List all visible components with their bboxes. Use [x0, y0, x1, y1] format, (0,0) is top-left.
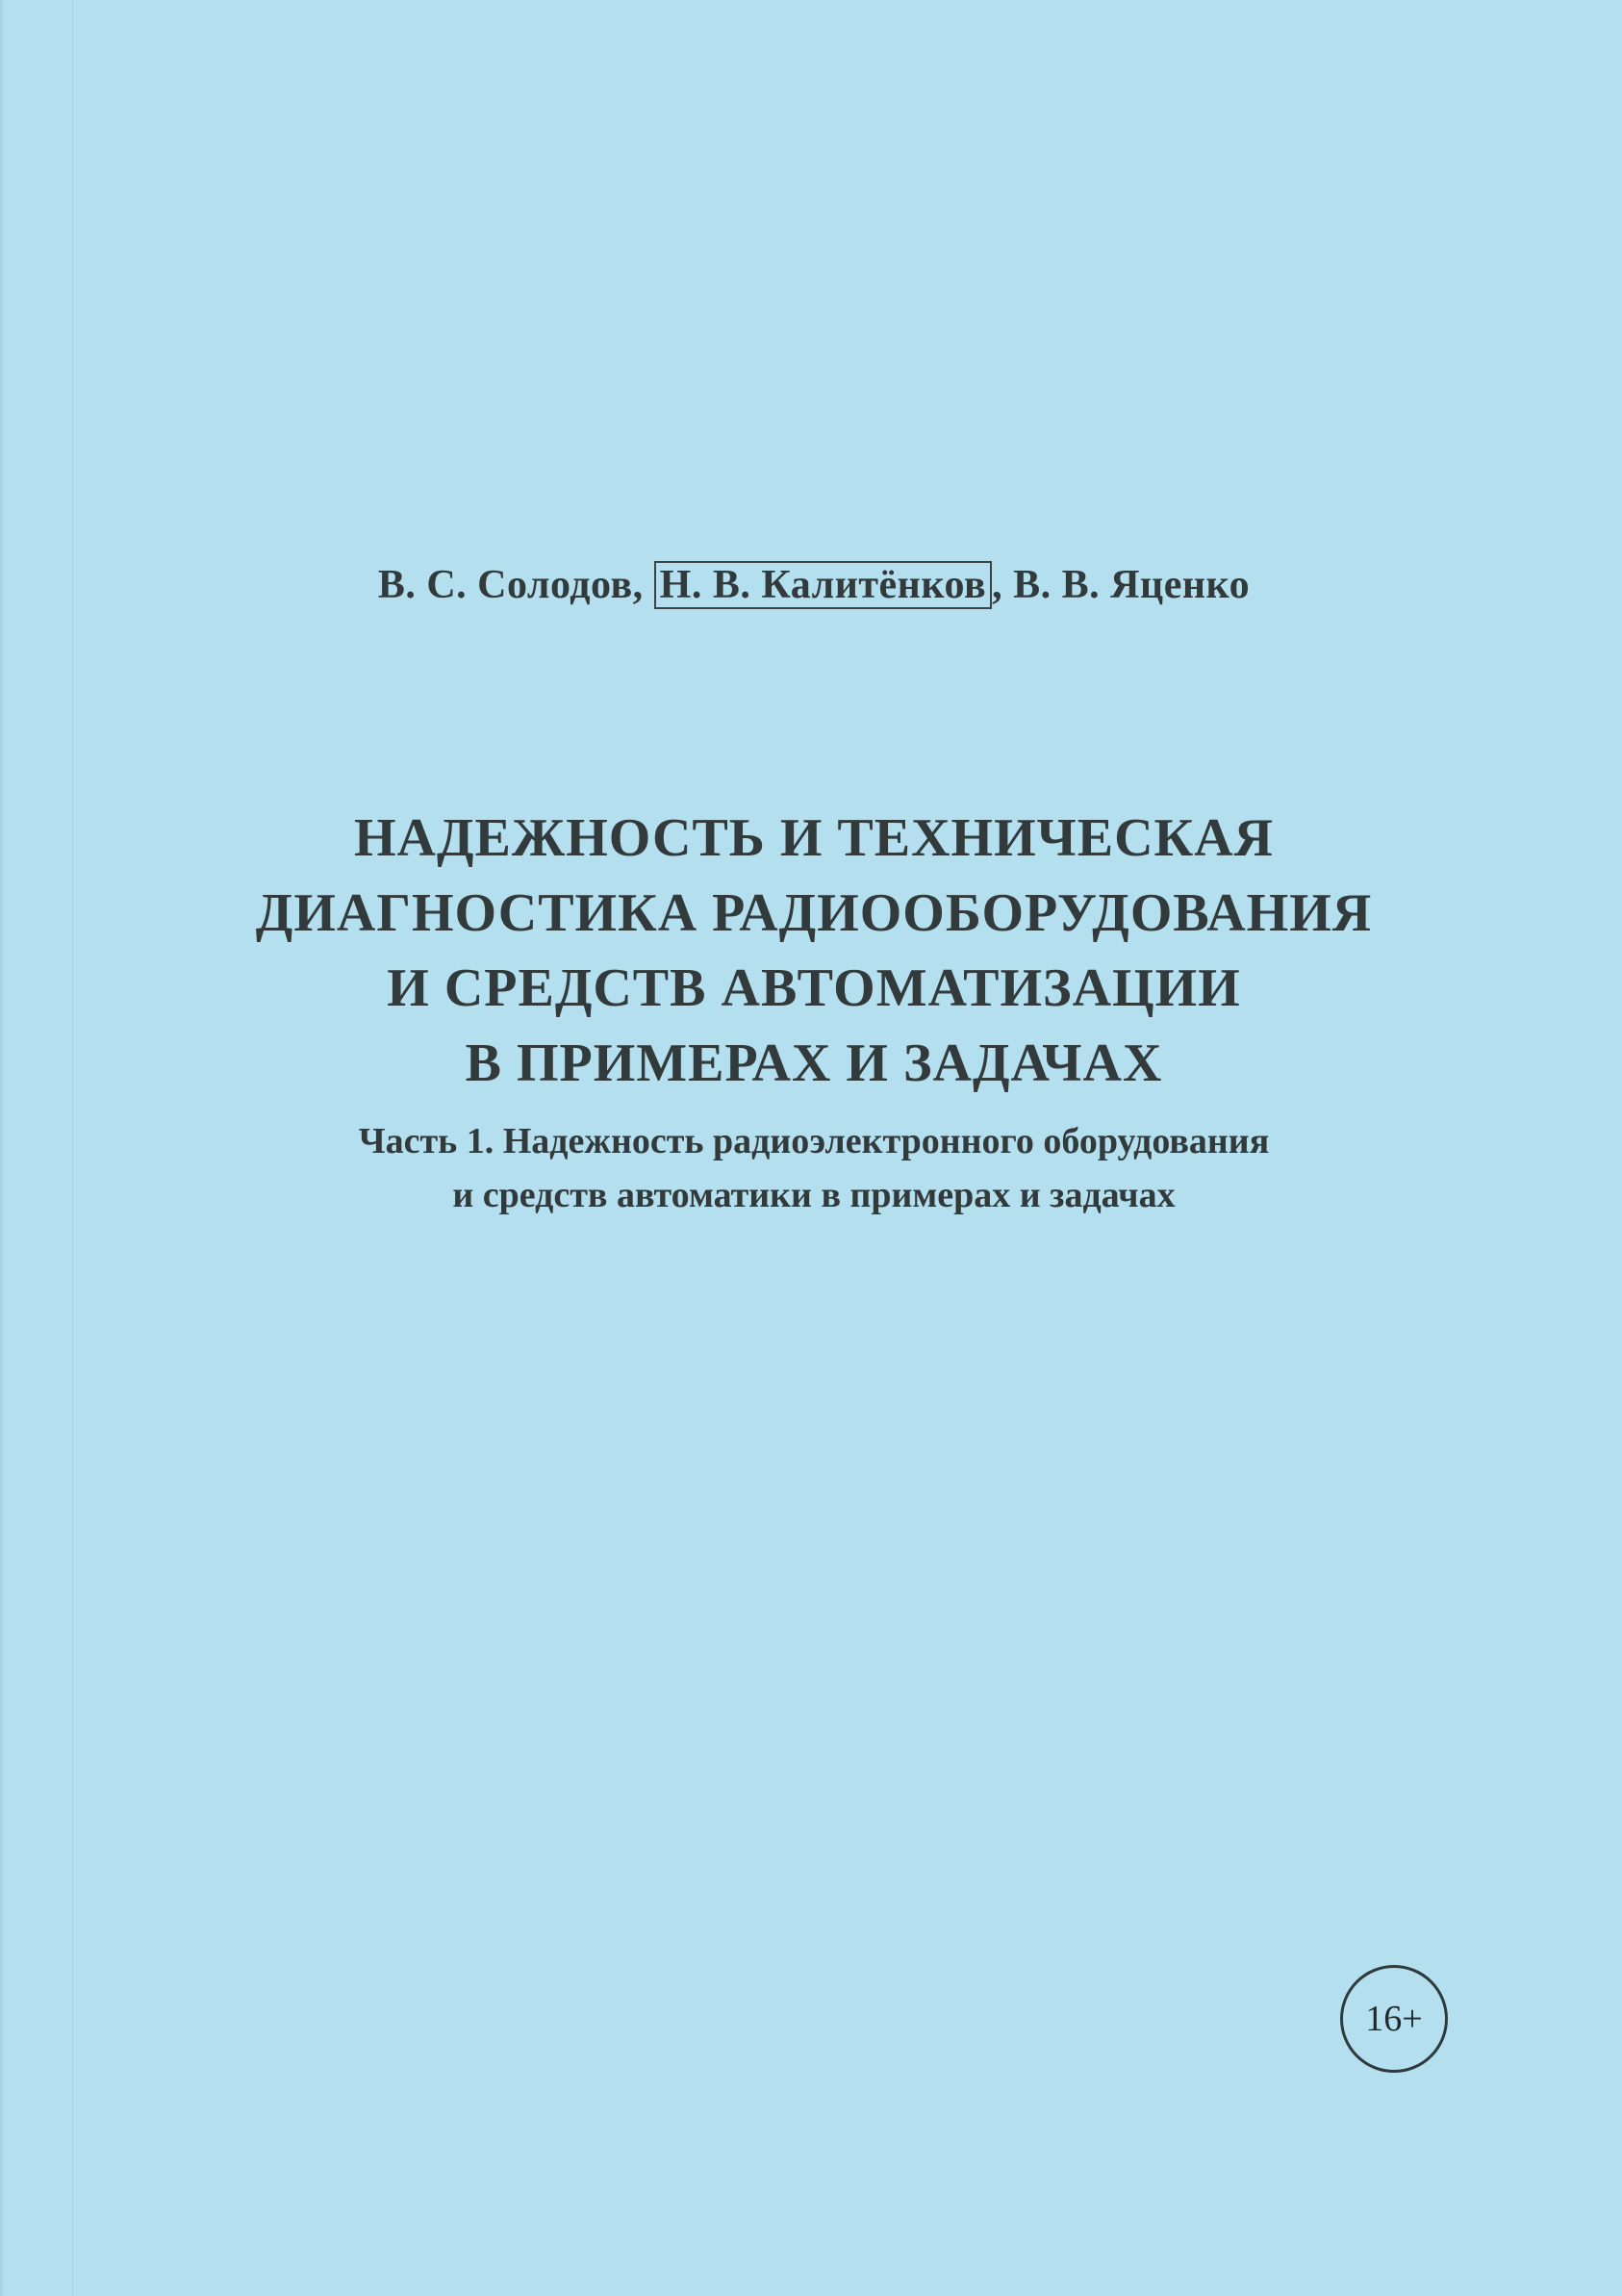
- subtitle-line-2: и средств автоматики в примерах и задачах: [452, 1175, 1176, 1215]
- age-rating-text: 16+: [1365, 1999, 1423, 2039]
- author-yatsenko: , В. В. Яценко: [992, 563, 1251, 607]
- title-block: [3, 801, 1622, 1222]
- title-line-2: ДИАГНОСТИКА РАДИООБОРУДОВАНИЯ: [255, 883, 1373, 943]
- title-line-4: В ПРИМЕРАХ И ЗАДАЧАХ: [465, 1033, 1163, 1093]
- authors-line: [3, 561, 1622, 609]
- subtitle: [3, 1114, 1622, 1222]
- title-line-1: НАДЕЖНОСТЬ И ТЕХНИЧЕСКАЯ: [353, 808, 1275, 868]
- subtitle-line-1: Часть 1. Надежность радиоэлектронного оборудования: [358, 1121, 1270, 1161]
- age-rating-badge: [1340, 1965, 1448, 2073]
- author-solodov: В. С. Солодов,: [377, 563, 644, 607]
- author-kalitenkov: Н. В. Калитёнков: [654, 561, 992, 609]
- title-line-3: И СРЕДСТВ АВТОМАТИЗАЦИИ: [387, 958, 1241, 1018]
